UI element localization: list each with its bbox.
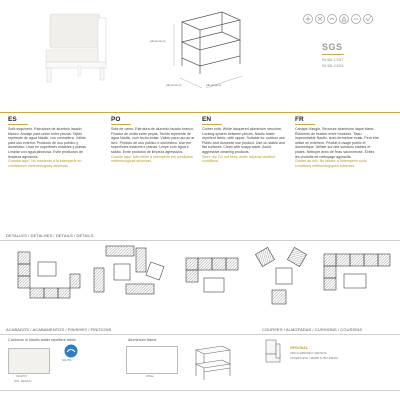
finishes-label: ACABADOS / ACABAMENTOS / FINISHES / FINITIONS [6, 327, 112, 332]
lang-underline [8, 124, 28, 125]
sgs-logo: SGS [322, 42, 343, 52]
details-label: DETALLES / DETALHES / DETAILS / DÉTAILS [6, 233, 94, 238]
optional-label: OPCIONAL [290, 346, 308, 350]
swatch-code: 01GP07 [16, 374, 28, 378]
lang-underline [202, 124, 222, 125]
layout-2 [94, 246, 164, 294]
cert-line-1: EN 581-1:2017 [322, 58, 344, 62]
layout-4 [255, 247, 306, 304]
cushion-sketch [262, 338, 286, 366]
lang-col-po [111, 116, 195, 164]
swatch-sub: SOL FEA/CC [14, 379, 32, 383]
dim-width-label: [dimension] [206, 83, 222, 87]
product-photo [38, 10, 120, 90]
lang-warning: Guarde aqui. Não deixe à intempérie em condições meteorológicas adversas. [111, 154, 193, 164]
lang-col-fr [295, 116, 379, 168]
lang-code: PO [111, 116, 121, 123]
lang-underline [111, 124, 131, 125]
dim-height-label: [dimension] [150, 39, 166, 43]
sgs-divider [322, 54, 344, 55]
lang-code: FR [295, 116, 304, 123]
lang-code: EN [202, 116, 212, 123]
frame-text: Aluminium frame [128, 338, 157, 342]
cushions-fabric-text: Cushions in Nautic water repellent fabric [8, 338, 76, 342]
nautic-badge [64, 344, 78, 358]
top-gold-rule [0, 112, 400, 113]
layout-1 [18, 252, 80, 298]
cushions-label: COURSES / ALMOFADAS / CUSHIONS / COUSSINS [262, 327, 363, 332]
lang-body: Corner sofa. White lacquered aluminium structure. Locking system between pieces. Nautic water repellent fabric, with zipper. Suitable for outdoor use. Public and domestic use product. Use on stable and flat surfaces. Clean with soapy water. Avoid aggressive cleaning products. [202, 127, 286, 154]
lang-body: Sofá esquinero. Estructura de aluminio lacado blanco. Anclaje para unión entre piezas. Tejido repelente de agua Nautic, con cremallera. Válido para uso exterior. Producto de uso público y doméstico. Usar en superficies estables y planas. Limpiar con agua jabonosa. Evite productos de limpieza agresivos. [8, 127, 87, 159]
layout-3 [186, 258, 238, 292]
lang-warning: Garder au sec. Ne laisser à l'intempérie sous conditions météorologiques adverses. [295, 159, 367, 168]
lang-col-es [8, 116, 92, 168]
frame-swatch [126, 346, 178, 374]
fabric-swatch [8, 348, 50, 374]
details-diagrams [8, 244, 394, 316]
lang-body: Sofá de canto. Estrutura de alumínio lacado branco. Fixador de união entre peças. Tecido repelente de água Nautic, com fecho-eclair. Válido para uso ao ar livre. Produto de uso público e doméstico. Use em superfícies estáveis e planas. Limpe com água e sabão. Evite produtos de limpeza agressivos. [111, 127, 195, 154]
bottom-rule [0, 390, 400, 391]
lang-underline [295, 124, 315, 125]
lang-warning: Guardar aquí. No mantener a la intemperie en condiciones meteorológicas adversas. [8, 159, 82, 168]
dimension-drawing [160, 4, 252, 104]
frame-color: White [146, 374, 154, 378]
care-icons [302, 12, 382, 26]
lang-col-en [202, 116, 286, 164]
lang-warning: Store dry. Do not keep under adverse weather conditions. [202, 154, 276, 164]
lang-code: ES [8, 116, 17, 123]
finishes-rule [0, 334, 400, 335]
dim-depth-label: [dimension] [166, 83, 182, 87]
details-rule [0, 240, 400, 241]
cert-line-2: EN 581-2:2016 [322, 64, 344, 68]
chair-sketch [190, 340, 234, 384]
optional-line-1: CPR-4 HOPE2023 F-WRITE/SL [290, 352, 328, 355]
optional-line-2: COVERS HIGH / 350MM S-7867-3954/01 [290, 357, 339, 360]
lang-body: Canapé d'angle. Structure aluminium laqué blanc. Éléments de fixation entre modules. Tissu imperméable Nautic, avec fermeture éclair. Peut être utilisé en extérieur. Produit à usage public et domestique. Utiliser sur des surfaces stables et plates. Nettoyer avec de l'eau savonneuse. Évitez les produits de nettoyage agressifs. [295, 127, 379, 159]
nautic-label: NAUTIC [62, 359, 72, 362]
layout-5 [324, 254, 390, 290]
